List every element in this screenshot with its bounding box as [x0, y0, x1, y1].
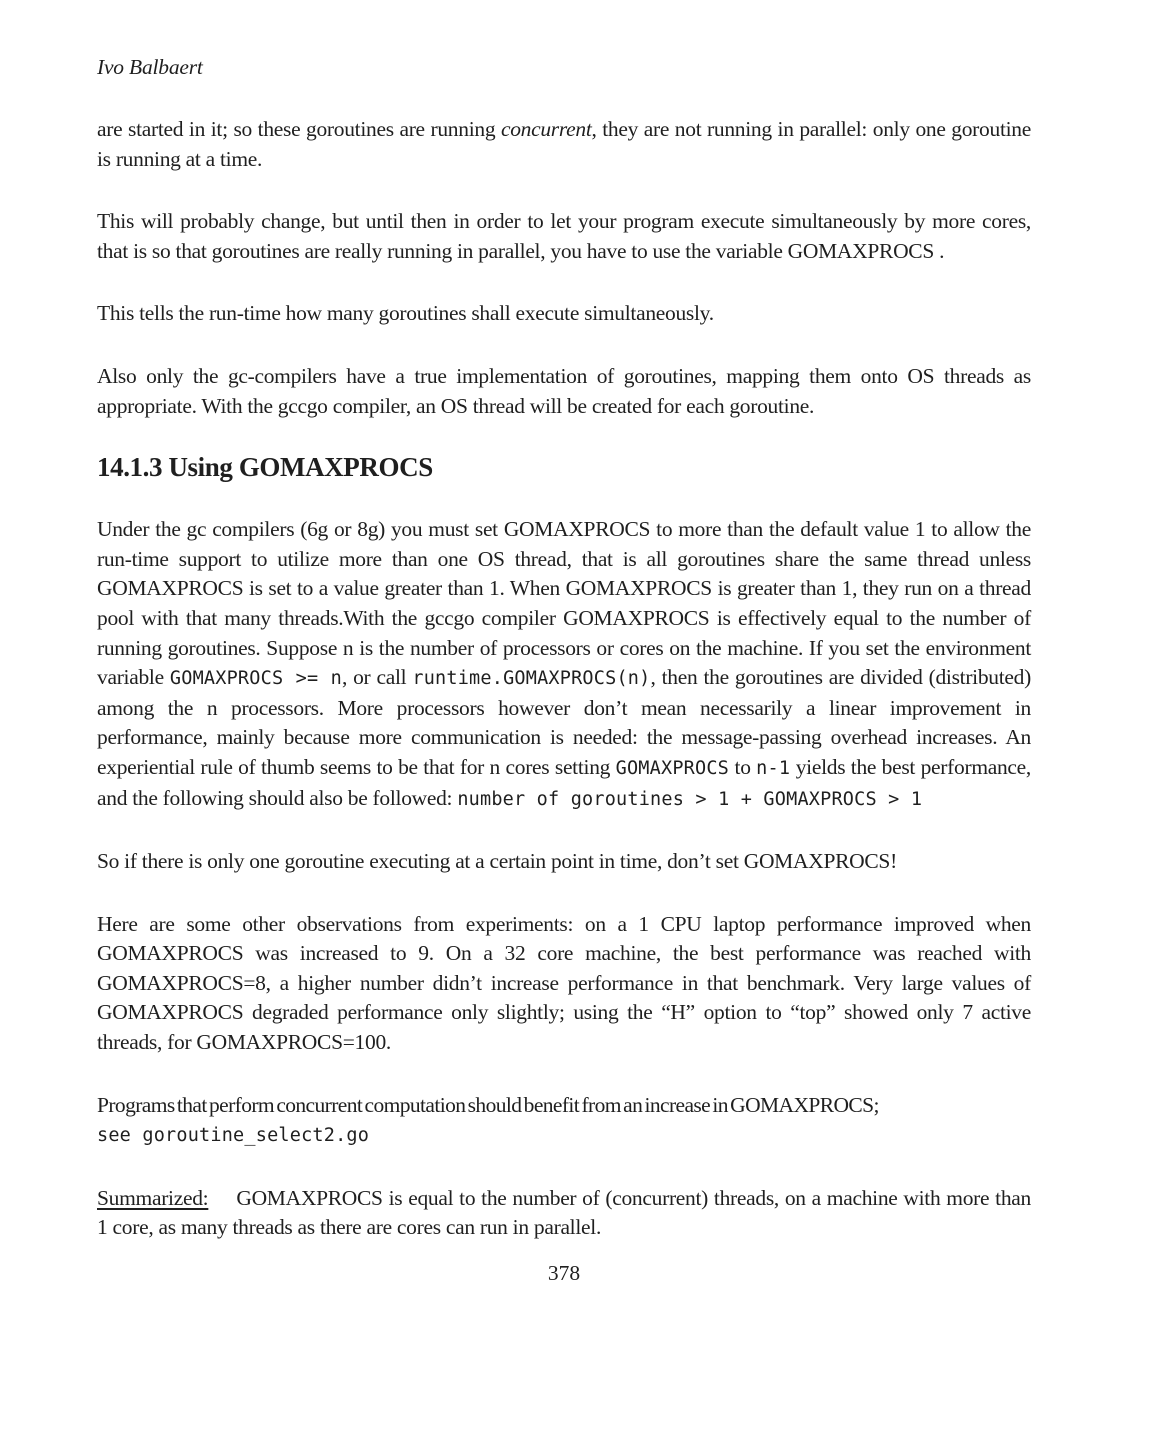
inline-code: GOMAXPROCS	[615, 757, 730, 779]
paragraph-text: Under the gc compilers (6g or 8g) you must set GOMAXPROCS to more than the default value 1 to allow the run-time support to utilize more than one OS thread, that is all goroutines share the same thread unless GOMAXPROCS is set to a value greater than 1. When GOMAXPROCS is greater than 1, they run on a thread pool with that many threads.With the gccgo compiler GOMAXPROCS is effectively equal to the number of running goroutines. Suppose n is the number of processors or cores on the machine. If you set the environment variable	[97, 517, 1031, 690]
paragraph-text: GOMAXPROCS is equal to the number of (concurrent) threads, on a machine with more than 1 core, as many threads as there are cores can run in parallel.	[97, 1185, 1031, 1240]
inline-code: GOMAXPROCS >= n	[169, 668, 342, 690]
paragraph-text: Programs that perform concurrent computation should benefit from an increase in GOMAXPROCS;	[97, 1092, 879, 1117]
paragraph-goroutines-concurrent	[97, 115, 1031, 174]
summarized-label: Summarized:	[97, 1185, 209, 1210]
paragraph-gc-compilers: Also only the gc-compilers have a true implementation of goroutines, mapping them onto OS threads as appropriate. With the gccgo compiler, an OS thread will be created for each goroutine.	[97, 363, 1031, 418]
paragraph-text: , or call	[341, 665, 413, 690]
paragraph-using-gomaxprocs	[97, 515, 1031, 814]
emphasized-word: concurrent	[500, 117, 592, 141]
paragraph-will-probably-change: This will probably change, but until then in order to let your program execute simultaneously by more cores, that is so that goroutines are really running in parallel, you have to use the variable GOMAXPROCS .	[97, 209, 1031, 263]
paragraph-text: are started in it; so these goroutines are running	[97, 117, 501, 141]
page-number: 378	[547, 1261, 581, 1286]
paragraph-dont-set: So if there is only one goroutine executing at a certain point in time, don’t set GOMAXPROCS!	[97, 849, 897, 874]
code-line-see-goroutine-select2: see goroutine_select2.go	[97, 1125, 370, 1147]
page-content	[97, 0, 1031, 1289]
paragraph-text: , then the goroutines are divided (distributed) among the n processors. More processors however don’t mean necessarily a linear improvement in performance, mainly because more communication is needed: the message-passing overhead increases. An experiential rule of thumb seems to be that for n cores setting	[97, 665, 1031, 779]
inline-code: runtime.GOMAXPROCS(n)	[412, 668, 651, 690]
paragraph-text: , they are not running in parallel: only one goroutine is running at a time.	[97, 117, 1031, 171]
paragraph-run-time: This tells the run-time how many goroutines shall execute simultaneously.	[97, 301, 714, 326]
paragraph-text: to	[729, 754, 757, 779]
section-heading: 14.1.3 Using GOMAXPROCS	[97, 452, 433, 483]
paragraph-text: yields the best performance, and the following should also be followed:	[97, 754, 1031, 810]
paragraph-observations: Here are some other observations from experiments: on a 1 CPU laptop performance improved when GOMAXPROCS was increased to 9. On a 32 core machine, the best performance was reached with GOMAXPROCS=8, a higher number didn’t increase performance in that benchmark. Very large values of GOMAXPROCS degraded performance only slightly; using the “H” option to “top” showed only 7 active threads, for GOMAXPROCS=100.	[97, 911, 1031, 1055]
inline-code: n-1	[756, 757, 791, 779]
inline-code: number of goroutines > 1 + GOMAXPROCS > 1	[457, 788, 923, 810]
paragraph-programs-benefit	[97, 1091, 1031, 1151]
running-header-author: Ivo Balbaert	[97, 55, 203, 79]
paragraph-summarized	[97, 1184, 1031, 1243]
